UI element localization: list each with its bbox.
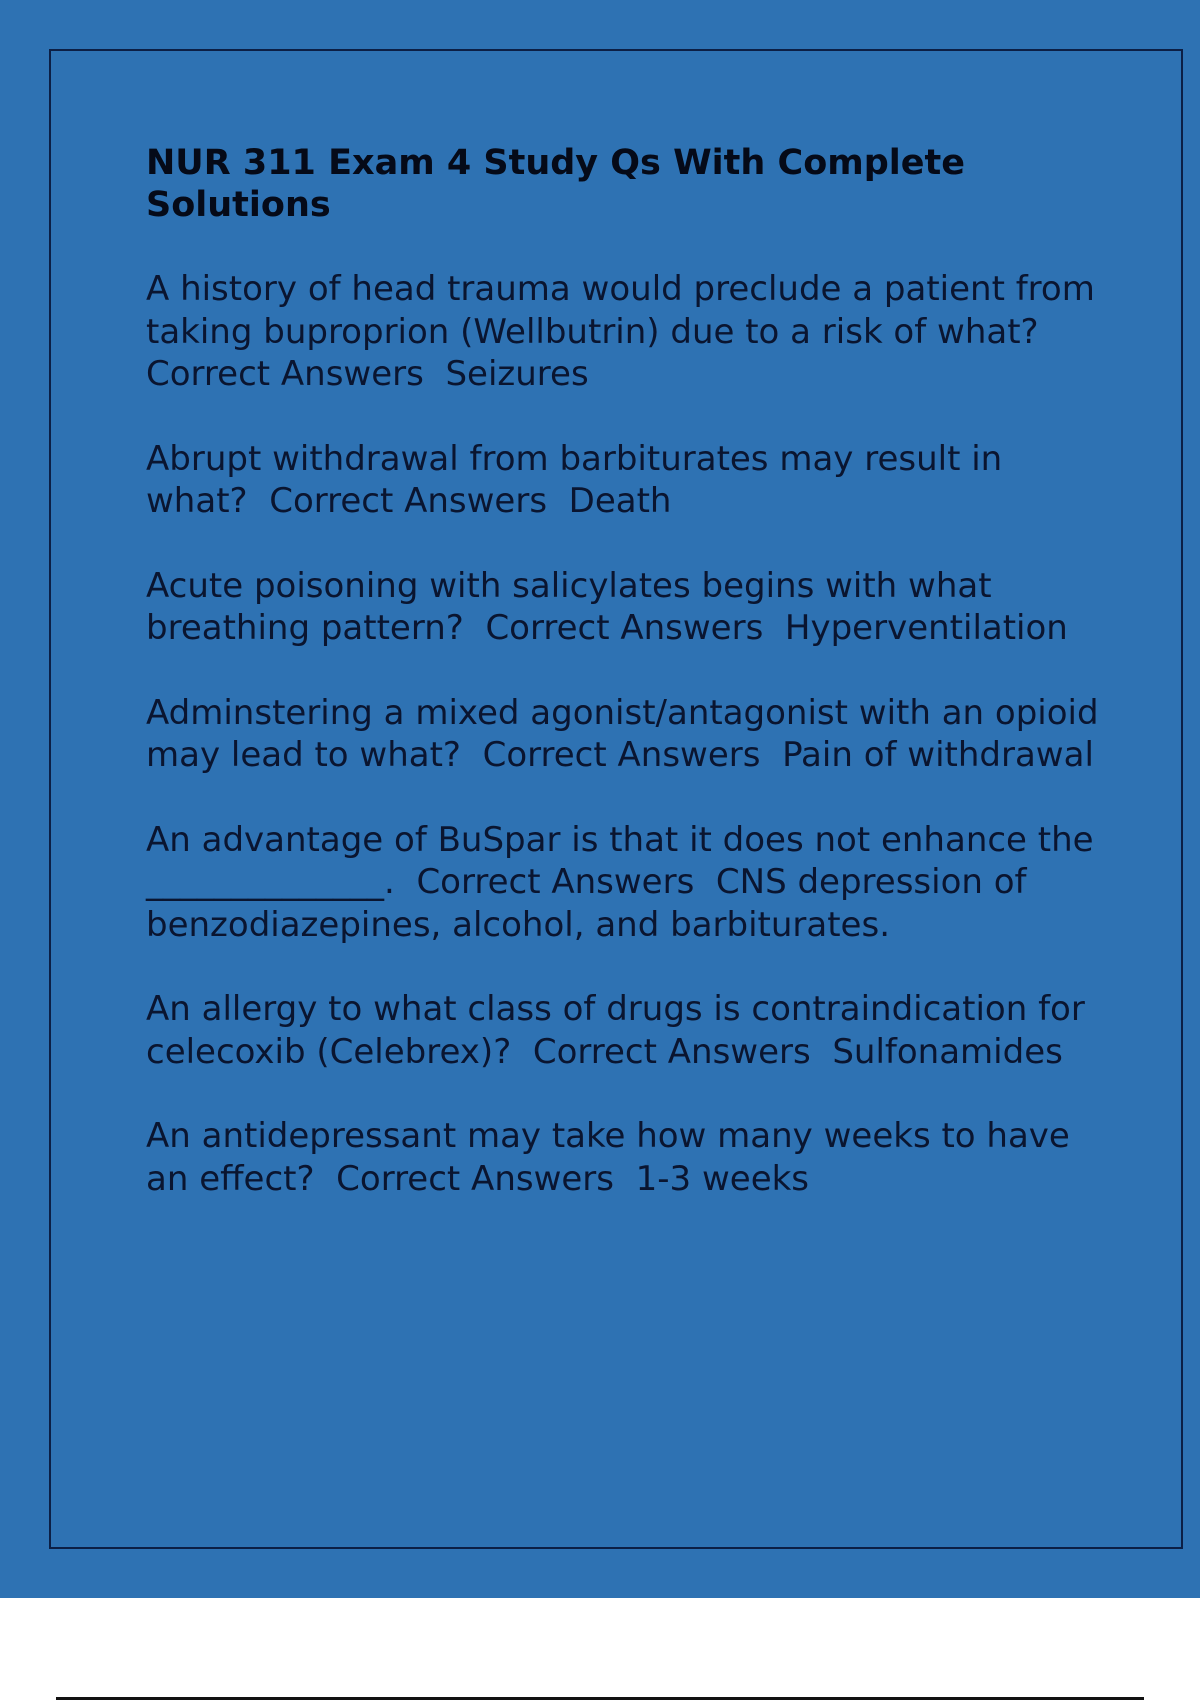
qa-item	[146, 438, 1106, 523]
answer-text: 1-3 weeks	[635, 1158, 810, 1199]
answer-label: Correct Answers	[532, 1031, 811, 1072]
qa-item	[146, 692, 1110, 777]
question-text: An advantage of BuSpar is that it does not enhance the ______________.	[146, 819, 1105, 902]
answer-label: Correct Answers	[336, 1158, 614, 1199]
answer-text: Death	[568, 481, 672, 521]
question-text: An antidepressant may take how many weeks to have an effect?	[146, 1116, 1081, 1199]
question-text: A history of head trauma would preclude a patient from taking buproprion (Wellbutrin) due to a risk of what?	[146, 269, 1106, 352]
answer-text: Hyperventilation	[784, 608, 1068, 648]
question-text: Adminstering a mixed agonist/antagonist with an opioid may lead to what?	[146, 692, 1110, 775]
qa-list	[146, 268, 1110, 1200]
question-text: Acute poisoning with salicylates begins with what breathing pattern?	[146, 565, 1003, 648]
answer-label: Correct Answers	[482, 735, 761, 775]
answer-text: Sulfonamides	[832, 1031, 1063, 1072]
answer-label: Correct Answers	[416, 862, 695, 902]
qa-item	[146, 565, 1106, 650]
answer-text: Seizures	[445, 354, 589, 394]
qa-item	[146, 1115, 1106, 1200]
qa-item	[146, 819, 1106, 947]
answer-label: Correct Answers	[485, 608, 764, 648]
document-title: NUR 311 Exam 4 Study Qs With Complete Solutions	[146, 143, 965, 225]
answer-label: Correct Answers	[269, 481, 548, 521]
qa-item	[146, 988, 1106, 1073]
qa-item	[146, 268, 1106, 396]
answer-text: Pain of withdrawal	[782, 735, 1094, 775]
question-text: Abrupt withdrawal from barbiturates may result in what?	[146, 438, 1014, 521]
document-content	[146, 142, 1110, 1242]
answer-text: CNS depression of benzodiazepines, alcohol, and barbiturates.	[146, 862, 1038, 945]
question-text: An allergy to what class of drugs is contraindication for celecoxib (Celebrex)?	[146, 989, 1096, 1072]
answer-label: Correct Answers	[146, 354, 424, 394]
